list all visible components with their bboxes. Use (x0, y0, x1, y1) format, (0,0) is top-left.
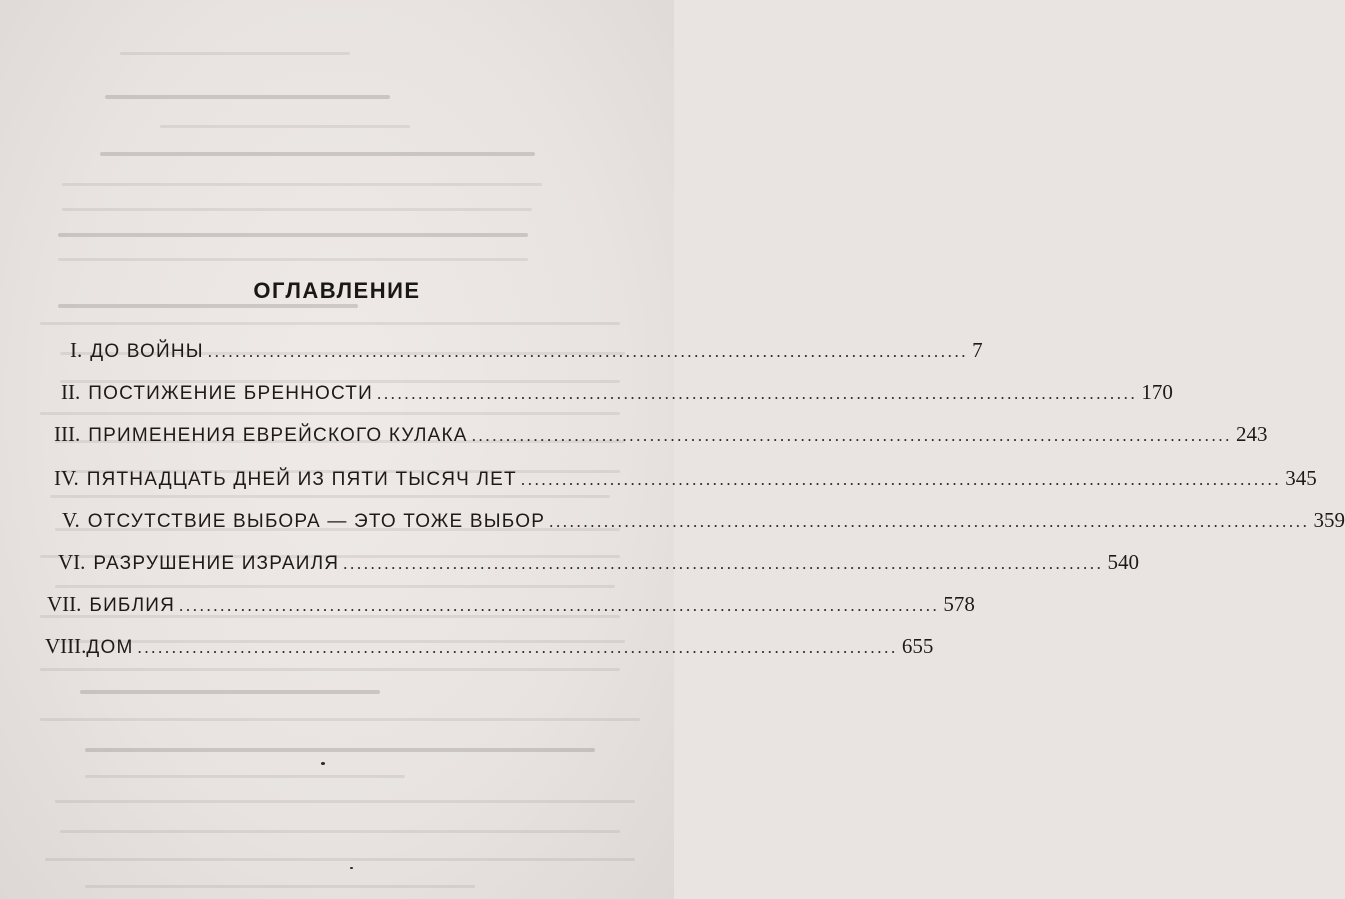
toc-entry-title: РАЗРУШЕНИЕ ИЗРАИЛЯ (93, 553, 340, 574)
toc-leader-dots: ............................................................................................................... (471, 426, 1233, 445)
toc-entry-page: 345 (1285, 466, 1317, 490)
toc-entry-number: VII. (47, 592, 82, 616)
toc-entry-number: VIII. (45, 634, 87, 658)
toc-leader-dots: ............................................................................................................... (343, 554, 1104, 573)
toc-entry-number: VI. (58, 550, 86, 574)
print-speck (321, 762, 325, 765)
toc-entry (58, 550, 1140, 580)
toc-entry-title: БИБЛИЯ (89, 595, 176, 616)
toc-entry-number: II. (61, 380, 81, 404)
toc-entry-title: ОТСУТСТВИЕ ВЫБОРА — ЭТО ТОЖЕ ВЫБОР (87, 511, 546, 532)
toc-entry-number: I. (70, 338, 83, 362)
toc-leader-dots: ............................................................................................................... (207, 342, 969, 361)
toc-entry-title: ПОСТИЖЕНИЕ БРЕННОСТИ (88, 383, 373, 404)
toc-entry-page: 359 (1313, 508, 1345, 532)
toc-leader-dots: ............................................................................................................... (376, 384, 1138, 403)
toc-entry-title: ДОМ (86, 637, 134, 658)
toc-entry-page: 243 (1236, 422, 1268, 446)
toc-entry-title: ДО ВОЙНЫ (90, 341, 204, 362)
toc-entry-title: ПРИМЕНЕНИЯ ЕВРЕЙСКОГО КУЛАКА (88, 425, 468, 446)
toc-title: ОГЛАВЛЕНИЕ (253, 278, 421, 303)
toc-entry (61, 380, 1173, 410)
toc-entry-title: ПЯТНАДЦАТЬ ДНЕЙ ИЗ ПЯТИ ТЫСЯЧ ЛЕТ (86, 469, 517, 490)
toc-entry-page: 578 (943, 592, 975, 616)
toc-entry (70, 338, 983, 368)
toc-entry (54, 422, 1268, 452)
toc-entry (54, 466, 1317, 496)
toc-leader-dots: ............................................................................................................... (520, 470, 1282, 489)
toc-leader-dots: ............................................................................................................... (179, 596, 940, 615)
toc-entry (62, 508, 1345, 538)
toc-entry (47, 592, 975, 622)
toc-entry (45, 634, 934, 664)
toc-entry-number: III. (54, 422, 81, 446)
toc-leader-dots: ............................................................................................................... (549, 512, 1310, 531)
toc-entry-page: 170 (1141, 380, 1173, 404)
toc-entry-page: 655 (901, 634, 934, 658)
toc-entry-number: IV. (54, 466, 79, 490)
toc-entry-page: 540 (1107, 550, 1140, 574)
toc-entry-page: 7 (972, 338, 983, 362)
print-speck (350, 867, 353, 869)
toc-entry-number: V. (62, 508, 80, 532)
toc-leader-dots: ............................................................................................................... (137, 638, 898, 657)
